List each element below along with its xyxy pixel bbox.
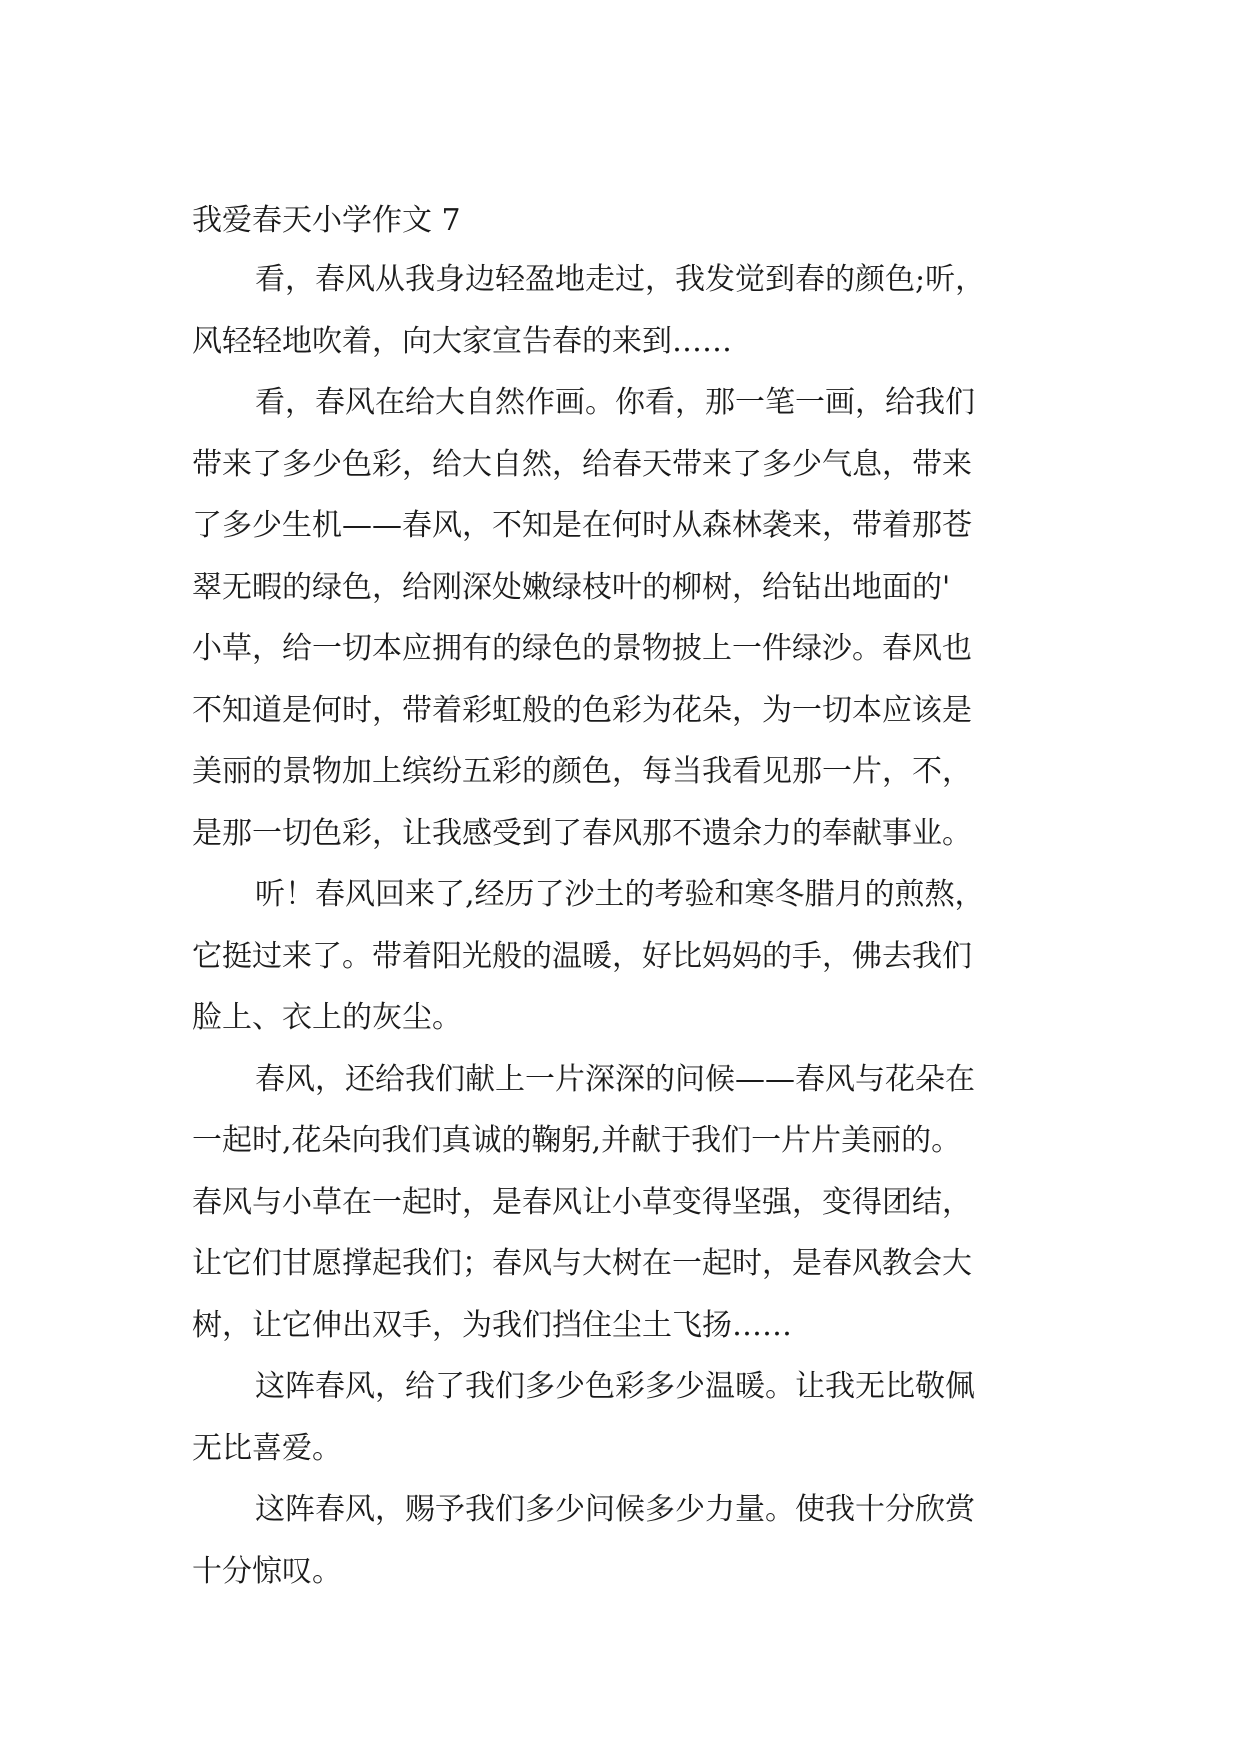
text-line: 了多少生机——春风，不知是在何时从森林袭来，带着那苍 bbox=[192, 508, 972, 543]
paragraph-lines bbox=[192, 249, 1062, 1602]
text-line: 翠无暇的绿色，给刚深处嫩绿枝叶的柳树，给钻出地面的' bbox=[192, 569, 951, 605]
text-line: 看，春风在给大自然作画。你看，那一笔一画，给我们 bbox=[255, 385, 975, 420]
text-line: 小草，给一切本应拥有的绿色的景物披上一件绿沙。春风也 bbox=[192, 631, 972, 666]
text-line: 是那一切色彩，让我感受到了春风那不遗余力的奉献事业。 bbox=[192, 815, 972, 851]
text-line: 这阵春风，给了我们多少色彩多少温暖。让我无比敬佩 bbox=[255, 1369, 975, 1404]
text-line: 让它们甘愿撑起我们；春风与大树在一起时，是春风教会大 bbox=[192, 1246, 972, 1281]
text-line: 看，春风从我身边轻盈地走过，我发觉到春的颜色;听， bbox=[255, 262, 986, 297]
text-line: 一起时,花朵向我们真诚的鞠躬,并献于我们一片片美丽的。 bbox=[192, 1123, 962, 1158]
text-line: 它挺过来了。带着阳光般的温暖，好比妈妈的手，佛去我们 bbox=[192, 938, 972, 974]
text-line: 带来了多少色彩，给大自然，给春天带来了多少气息，带来 bbox=[192, 446, 972, 482]
text-line: 这阵春风，赐予我们多少问候多少力量。使我十分欣赏 bbox=[255, 1492, 975, 1527]
text-line: 无比喜爱。 bbox=[192, 1430, 342, 1466]
text-line: 风轻轻地吹着，向大家宣告春的来到…… bbox=[192, 323, 732, 359]
text-line: 美丽的景物加上缤纷五彩的颜色，每当我看见那一片，不， bbox=[192, 754, 972, 789]
text-line: 脸上、衣上的灰尘。 bbox=[192, 1000, 462, 1035]
text-line: 听！春风回来了,经历了沙土的考验和寒冬腊月的煎熬， bbox=[255, 877, 985, 912]
document-body bbox=[192, 193, 1062, 1602]
text-line: 春风，还给我们献上一片深深的问候——春风与花朵在 bbox=[255, 1061, 975, 1097]
text-line: 不知道是何时，带着彩虹般的色彩为花朵，为一切本应该是 bbox=[192, 692, 972, 728]
text-line: 春风与小草在一起时，是春风让小草变得坚强，变得团结， bbox=[192, 1184, 972, 1220]
text-line: 树，让它伸出双手，为我们挡住尘土飞扬…… bbox=[192, 1307, 792, 1343]
text-line: 十分惊叹。 bbox=[192, 1553, 342, 1589]
document-title: 我爱春天小学作文 7 bbox=[192, 203, 461, 238]
